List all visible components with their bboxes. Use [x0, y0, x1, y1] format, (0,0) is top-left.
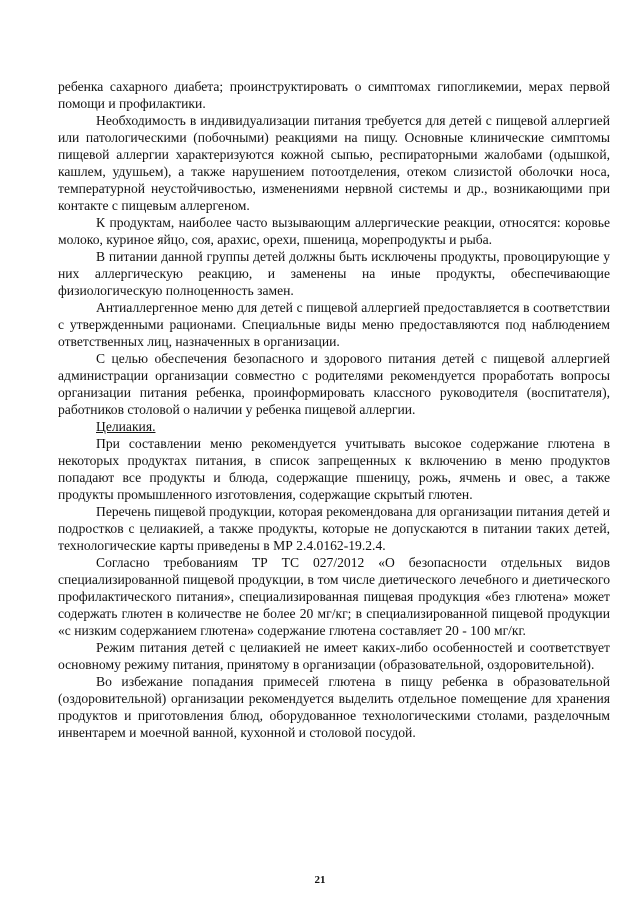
section-heading-celiac: Целиакия.	[96, 419, 156, 434]
paragraph-antiallergen-menu: Антиаллергенное меню для детей с пищевой аллергией предоставляется в соответствии с утвержденными рационами. Специальные виды меню предоставляются под наблюдением ответственных лиц, назначенных в организации.	[58, 300, 610, 349]
paragraph-safe-nutrition: С целью обеспечения безопасного и здорового питания детей с пищевой аллергией администрации организации совместно с родителями рекомендуется проработать вопросы организации питания ребенка, проинформировать классного руководителя (воспитателя), работников столовой о наличии у ребенка пищевой аллергии.	[58, 351, 610, 417]
page-number: 21	[314, 874, 326, 886]
paragraph-product-list: Перечень пищевой продукции, которая рекомендована для организации питания детей и подростков с целиакией, а также продукты, которые не допускаются в питании таких детей, технологические карты приведены в МР 2.4.0162-19.2.4.	[58, 504, 610, 553]
paragraph-regulation: Согласно требованиям ТР ТС 027/2012 «О безопасности отдельных видов специализированной пищевой продукции, в том числе диетического лечебного и диетического профилактического питания», специализированная пищевая продукция «без глютена» может содержать глютен в количестве не более 20 мг/кг; в специализированной пищевой продукции «с низким содержанием глютена» содержание глютена составляет 20 - 100 мг/кг.	[58, 555, 610, 638]
paragraph-food-allergy: Необходимость в индивидуализации питания требуется для детей с пищевой аллергией или патологическими (побочными) реакциями на пищу. Основные клинические симптомы пищевой аллергии характеризуются кожной сыпью, респираторными жалобами (одышкой, кашлем, удушьем), а также нарушением потоотделения, отеком слизистой оболочки носа, температурной неустойчивостью, изменениями нервной системы и др., возникающими при контакте с пищевым аллергеном.	[58, 113, 610, 213]
paragraph-diet-regime: Режим питания детей с целиакией не имеет каких-либо особенностей и соответствует основному режиму питания, принятому в организации (образовательной, оздоровительной).	[58, 640, 610, 672]
document-body	[58, 78, 610, 741]
paragraph-exclusion: В питании данной группы детей должны быть исключены продукты, провоцирующие у них аллергическую реакцию, и заменены на иные продукты, обеспечивающие физиологическую полноценность замен.	[58, 249, 610, 298]
paragraph-separate-room: Во избежание попадания примесей глютена в пищу ребенка в образовательной (оздоровительной) организации рекомендуется выделить отдельное помещение для хранения продуктов и приготовления блюд, оборудованное технологическими столами, разделочным инвентарем и моечной ванной, кухонной и столовой посудой.	[58, 674, 610, 740]
paragraph-gluten-menu: При составлении меню рекомендуется учитывать высокое содержание глютена в некоторых продуктах питания, в список запрещенных к включению в меню продуктов попадают все продукты и блюда, содержащие пшеницу, рожь, ячмень и овес, а также продукты промышленного изготовления, содержащие скрытый глютен.	[58, 436, 610, 502]
paragraph-allergen-products: К продуктам, наиболее часто вызывающим аллергические реакции, относятся: коровье молоко, куриное яйцо, соя, арахис, орехи, пшеница, морепродукты и рыба.	[58, 215, 610, 247]
paragraph-diabetes-end: ребенка сахарного диабета; проинструктировать о симптомах гипогликемии, мерах первой помощи и профилактики.	[58, 79, 610, 111]
